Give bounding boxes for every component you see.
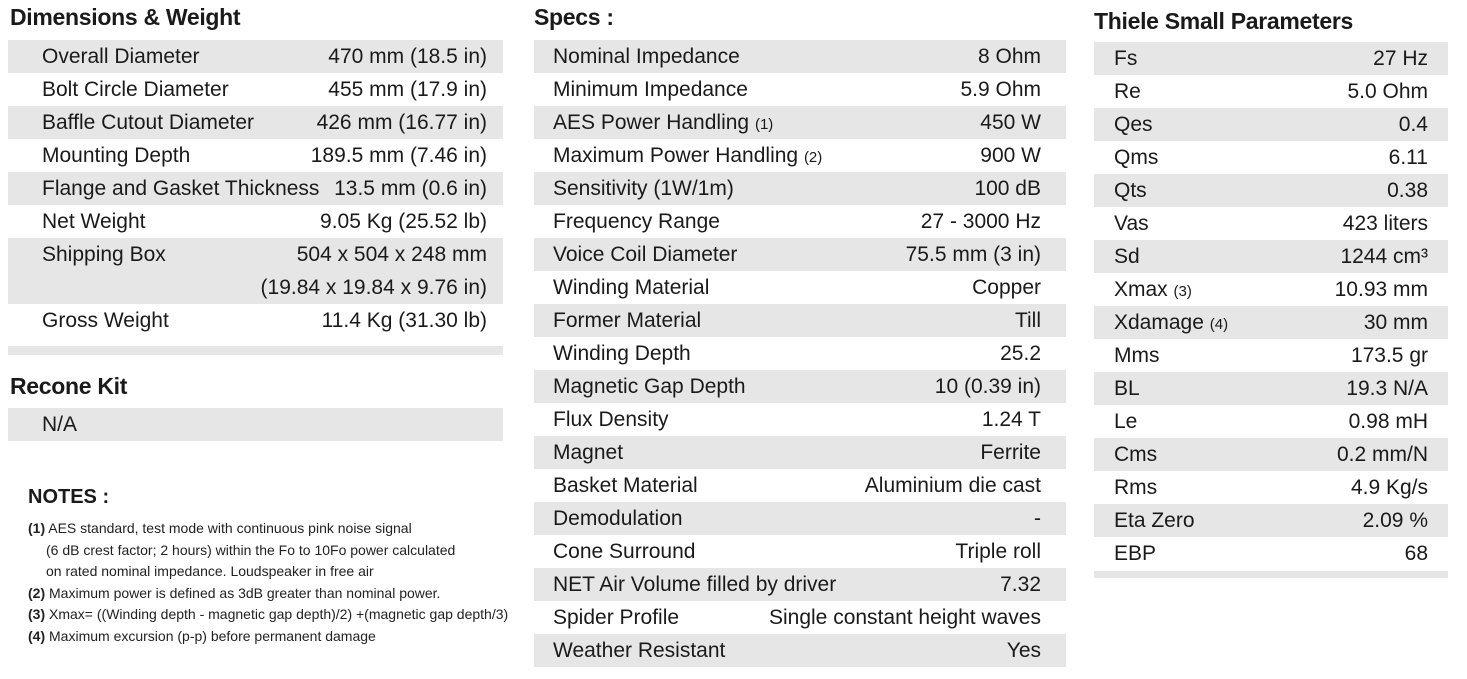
- dimensions-row-value: 470 mm (18.5 in): [328, 45, 487, 68]
- thiele-row-label: Xdamage (4): [1114, 311, 1229, 334]
- thiele-row-label: Qts: [1114, 179, 1147, 202]
- specs-row: [534, 139, 1066, 172]
- note-line: [28, 583, 440, 604]
- specs-row-value: 7.32: [1000, 573, 1041, 596]
- thiele-row: [1094, 75, 1448, 108]
- note-number: (4): [28, 627, 46, 644]
- notes-title: NOTES :: [28, 486, 110, 508]
- specs-row-value: 25.2: [1000, 342, 1041, 365]
- specs-row-value: Copper: [972, 276, 1041, 299]
- thiele-row-label: EBP: [1114, 542, 1157, 565]
- specs-row: [534, 40, 1066, 73]
- thiele-row-label: Mms: [1114, 344, 1160, 367]
- specs-row: [534, 469, 1066, 502]
- dimensions-row: [8, 106, 503, 139]
- specs-row-value: 900 W: [980, 144, 1041, 167]
- specs-row: [534, 73, 1066, 106]
- dimensions-row-value: 426 mm (16.77 in): [316, 111, 487, 134]
- specs-row-label: Cone Surround: [553, 540, 696, 563]
- thiele-row: [1094, 108, 1448, 141]
- footnote-ref: (4): [1209, 316, 1229, 333]
- thiele-row-label: Re: [1114, 80, 1141, 103]
- specs-row: [534, 634, 1066, 667]
- thiele-row-label: Cms: [1114, 443, 1158, 466]
- specs-row: [534, 502, 1066, 535]
- dimensions-row-value: 504 x 504 x 248 mm: [296, 243, 487, 266]
- note-text: (6 dB crest factor; 2 hours) within the Fo to 10Fo power calculated: [46, 541, 456, 558]
- dimensions-row-value: 455 mm (17.9 in): [328, 78, 487, 101]
- specs-row: [534, 205, 1066, 238]
- thiele-row: [1094, 207, 1448, 240]
- specs-row-label: Flux Density: [553, 408, 669, 431]
- thiele-row-label: Le: [1114, 410, 1138, 433]
- thiele-row: [1094, 240, 1448, 273]
- dimensions-heading: Dimensions & Weight: [10, 4, 241, 30]
- dimensions-row-value-continued: (19.84 x 19.84 x 9.76 in): [260, 276, 487, 299]
- specs-row: [534, 403, 1066, 436]
- thiele-bottom-bar: [1094, 571, 1448, 578]
- dimensions-row: [8, 172, 503, 205]
- specs-row-label: Magnetic Gap Depth: [553, 375, 746, 398]
- thiele-row: [1094, 42, 1448, 75]
- thiele-row: [1094, 405, 1448, 438]
- dimensions-row: [8, 205, 503, 238]
- thiele-row-value: 5.0 Ohm: [1347, 80, 1428, 103]
- note-line: [28, 626, 376, 647]
- thiele-heading: Thiele Small Parameters: [1094, 8, 1354, 34]
- note-text: AES standard, test mode with continuous pink noise signal: [48, 520, 412, 536]
- specs-row-value: Aluminium die cast: [864, 474, 1041, 497]
- dimensions-row: [8, 139, 503, 172]
- specs-table: [534, 40, 1066, 667]
- dimensions-row: [8, 304, 503, 337]
- specs-row-value: Ferrite: [980, 441, 1041, 464]
- specs-row: [534, 535, 1066, 568]
- specs-row-label: Magnet: [553, 441, 624, 464]
- note-text: Xmax= ((Winding depth - magnetic gap depth)/2) +(magnetic gap depth/3): [49, 606, 509, 622]
- specs-row: [534, 304, 1066, 337]
- note-line: [28, 518, 412, 539]
- thiele-row: [1094, 504, 1448, 537]
- specs-row-label: Frequency Range: [553, 210, 720, 233]
- specs-row-label: Demodulation: [553, 507, 683, 530]
- specs-row: [534, 337, 1066, 370]
- thiele-row: [1094, 537, 1448, 570]
- specs-row-label: Basket Material: [553, 474, 698, 497]
- recone-row: [8, 408, 503, 441]
- specs-row: [534, 238, 1066, 271]
- specs-row-value: Single constant height waves: [768, 606, 1041, 629]
- recone-heading: Recone Kit: [10, 373, 128, 399]
- specs-row-label: Nominal Impedance: [553, 45, 740, 68]
- dimensions-table: [8, 40, 503, 337]
- specs-row-value: Till: [1014, 309, 1041, 332]
- thiele-row: [1094, 141, 1448, 174]
- thiele-row-value: 68: [1404, 542, 1428, 565]
- thiele-row: [1094, 174, 1448, 207]
- specs-row-label: Winding Depth: [553, 342, 691, 365]
- thiele-row-label: Qms: [1114, 146, 1159, 169]
- thiele-row-value: 6.11: [1388, 146, 1428, 169]
- dimensions-row: [8, 238, 503, 304]
- specs-row-label: Weather Resistant: [553, 639, 726, 662]
- dimensions-row-label: Bolt Circle Diameter: [42, 78, 229, 101]
- dimensions-row-label: Baffle Cutout Diameter: [42, 111, 255, 134]
- thiele-row-label: Vas: [1114, 212, 1149, 235]
- note-number: (2): [28, 584, 46, 601]
- note-text: Maximum power is defined as 3dB greater than nominal power.: [49, 584, 441, 601]
- thiele-row: [1094, 306, 1448, 339]
- specs-row-label: Voice Coil Diameter: [553, 243, 738, 266]
- thiele-row-label: Xmax (3): [1114, 278, 1192, 301]
- footnote-ref: (1): [754, 116, 774, 133]
- thiele-row-label: BL: [1114, 377, 1140, 400]
- thiele-row-label: Sd: [1114, 245, 1140, 268]
- thiele-row-value: 173.5 gr: [1350, 344, 1428, 367]
- thiele-row-label: Fs: [1114, 47, 1138, 70]
- specs-row-label: Minimum Impedance: [553, 78, 748, 101]
- specs-row-label: Former Material: [553, 309, 702, 332]
- thiele-row-value: 2.09 %: [1362, 509, 1428, 532]
- specs-row-label: Sensitivity (1W/1m): [553, 177, 734, 200]
- specs-heading: Specs :: [534, 4, 614, 30]
- dimensions-row-value: 13.5 mm (0.6 in): [334, 177, 487, 200]
- specs-row: [534, 601, 1066, 634]
- note-number: (1): [28, 520, 46, 536]
- specs-row-value: 10 (0.39 in): [934, 375, 1041, 398]
- specs-row: [534, 370, 1066, 403]
- specs-row-label: Spider Profile: [553, 606, 680, 629]
- specs-row-value: 450 W: [980, 111, 1041, 134]
- thiele-row-value: 0.4: [1398, 113, 1428, 136]
- specs-row: [534, 568, 1066, 601]
- specs-row-label: Winding Material: [553, 276, 710, 299]
- thiele-row: [1094, 273, 1448, 306]
- recone-value: N/A: [42, 413, 78, 436]
- specs-row: [534, 436, 1066, 469]
- thiele-row-label: Rms: [1114, 476, 1158, 499]
- thiele-row-value: 1244 cm³: [1340, 245, 1428, 268]
- specs-row-value: 100 dB: [974, 177, 1041, 200]
- specs-row-value: 5.9 Ohm: [960, 78, 1041, 101]
- dimensions-row-label: Net Weight: [42, 210, 146, 233]
- specs-row-value: Yes: [1006, 639, 1041, 662]
- note-text: Maximum excursion (p-p) before permanent damage: [49, 627, 376, 644]
- note-line: [46, 540, 455, 561]
- thiele-row-value: 0.98 mH: [1348, 410, 1428, 433]
- thiele-row: [1094, 372, 1448, 405]
- note-number: (3): [28, 606, 46, 622]
- recone-table: [8, 408, 503, 441]
- note-text: on rated nominal impedance. Loudspeaker in free air: [46, 563, 374, 579]
- thiele-row-value: 30 mm: [1363, 311, 1428, 334]
- dimensions-row-label: Mounting Depth: [42, 144, 191, 167]
- footnote-ref: (2): [803, 149, 823, 166]
- thiele-row-value: 10.93 mm: [1334, 278, 1428, 301]
- dimensions-row-label: Overall Diameter: [42, 45, 200, 68]
- thiele-row-label: Qes: [1114, 113, 1153, 136]
- specs-row: [534, 172, 1066, 205]
- dimensions-row-value: 9.05 Kg (25.52 lb): [320, 210, 487, 233]
- specs-row-value: 1.24 T: [981, 408, 1041, 431]
- specs-row-value: 75.5 mm (3 in): [905, 243, 1041, 266]
- specs-row-value: 27 - 3000 Hz: [920, 210, 1041, 233]
- thiele-row-value: 0.2 mm/N: [1336, 443, 1428, 466]
- dimensions-row-label: Flange and Gasket Thickness: [42, 177, 320, 200]
- thiele-row-value: 27 Hz: [1373, 47, 1428, 70]
- specs-row-value: 8 Ohm: [977, 45, 1041, 68]
- thiele-row-value: 423 liters: [1342, 212, 1428, 235]
- thiele-row-label: Eta Zero: [1114, 509, 1195, 532]
- dimensions-row-value: 189.5 mm (7.46 in): [310, 144, 487, 167]
- specs-row-value: -: [1034, 507, 1041, 530]
- specs-row-label: Maximum Power Handling (2): [553, 144, 823, 167]
- dimensions-row-value: 11.4 Kg (31.30 lb): [321, 309, 487, 332]
- dimensions-row-label: Gross Weight: [42, 309, 169, 332]
- specs-row-value: Triple roll: [955, 540, 1041, 563]
- dimensions-row: [8, 73, 503, 106]
- thiele-row: [1094, 339, 1448, 372]
- specs-row-label: NET Air Volume filled by driver: [553, 573, 837, 596]
- footnote-ref: (3): [1173, 283, 1192, 300]
- dimensions-bottom-bar: [8, 346, 503, 355]
- specs-row: [534, 106, 1066, 139]
- dimensions-row: [8, 40, 503, 73]
- note-line: [46, 561, 374, 582]
- specs-row-label: AES Power Handling (1): [553, 111, 774, 134]
- thiele-row: [1094, 471, 1448, 504]
- specs-row: [534, 271, 1066, 304]
- thiele-row-value: 0.38: [1387, 179, 1428, 202]
- note-line: [28, 604, 508, 625]
- thiele-row: [1094, 438, 1448, 471]
- thiele-table: [1094, 42, 1448, 570]
- thiele-row-value: 19.3 N/A: [1346, 377, 1428, 400]
- dimensions-row-label: Shipping Box: [42, 243, 166, 266]
- thiele-row-value: 4.9 Kg/s: [1350, 476, 1428, 499]
